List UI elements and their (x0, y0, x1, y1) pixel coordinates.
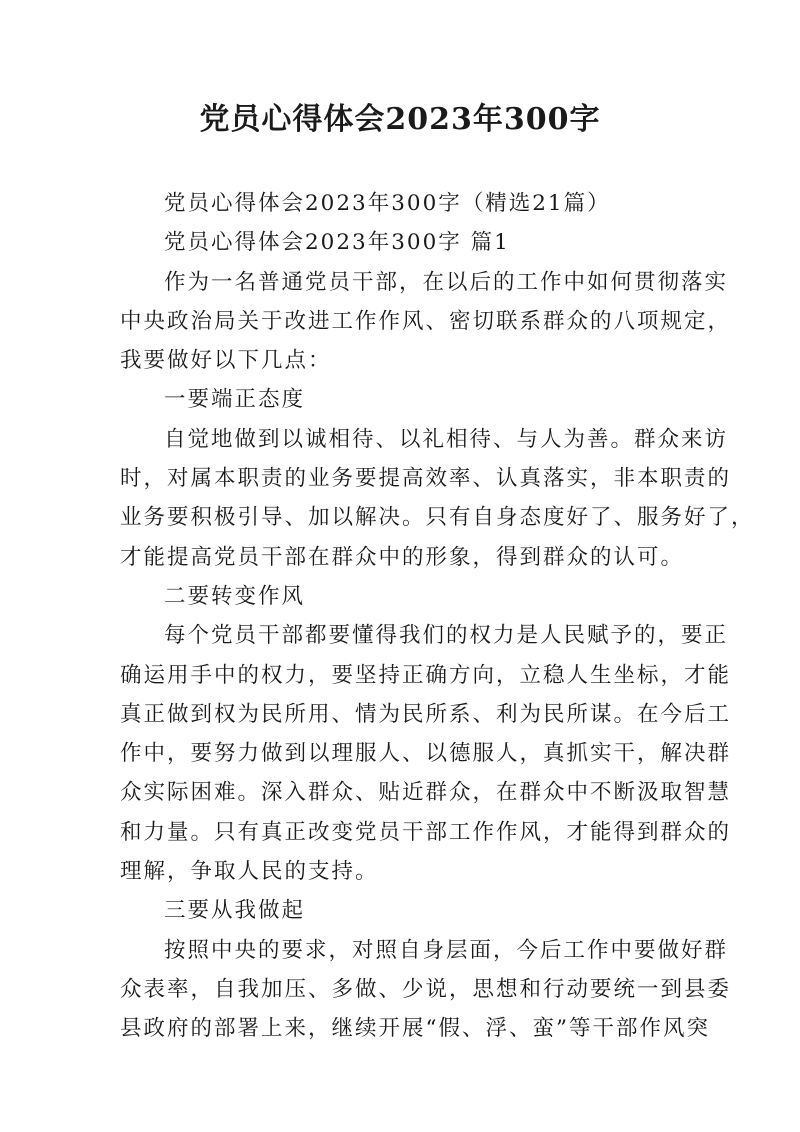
paragraph-line: 我要做好以下几点： (120, 348, 332, 374)
point-heading: 二要转变作风 (164, 583, 306, 609)
paragraph-line: 中央政治局关于改进工作作风、密切联系群众的八项规定， (120, 308, 732, 334)
document-title: 党员心得体会2023年300字 (199, 102, 601, 137)
paragraph-line: 时，对属本职责的业务要提高效率、认真落实，非本职责的 (120, 466, 732, 492)
section-heading: 党员心得体会2023年300字 篇1 (164, 230, 510, 256)
paragraph-line: 理解，争取人民的支持。 (120, 859, 379, 885)
paragraph-line: 作为一名普通党员干部，在以后的工作中如何贯彻落实 (164, 269, 729, 295)
paragraph-line: 和力量。只有真正改变党员干部工作作风，才能得到群众的 (120, 819, 732, 845)
paragraph-line: 业务要积极引导、加以解决。只有自身态度好了、服务好了， (120, 505, 755, 531)
paragraph-line: 按照中央的要求，对照自身层面，今后工作中要做好群 (164, 937, 729, 963)
paragraph-line: 众实际困难。深入群众、贴近群众，在群众中不断汲取智慧 (120, 780, 732, 806)
paragraph-line: 每个党员干部都要懂得我们的权力是人民赋予的，要正 (164, 623, 729, 649)
paragraph-line: 确运用手中的权力，要坚持正确方向，立稳人生坐标，才能 (120, 662, 732, 688)
paragraph-line: 才能提高党员干部在群众中的形象，得到群众的认可。 (120, 544, 685, 570)
paragraph-line: 众表率，自我加压、多做、少说，思想和行动要统一到县委 (120, 976, 732, 1002)
paragraph-line: 作中，要努力做到以理服人、以德服人，真抓实干，解决群 (120, 741, 732, 767)
point-heading: 一要端正态度 (164, 387, 306, 413)
paragraph-line: 县政府的部署上来，继续开展“假、浮、蛮”等干部作风突 (120, 1016, 710, 1042)
document-body (120, 184, 755, 1049)
point-heading: 三要从我做起 (164, 898, 306, 924)
subtitle-line: 党员心得体会2023年300字（精选21篇） (164, 191, 611, 216)
paragraph-line: 真正做到权为民所用、情为民所系、利为民所谋。在今后工 (120, 701, 732, 727)
paragraph-line: 自觉地做到以诚相待、以礼相待、与人为善。群众来访 (164, 426, 729, 452)
